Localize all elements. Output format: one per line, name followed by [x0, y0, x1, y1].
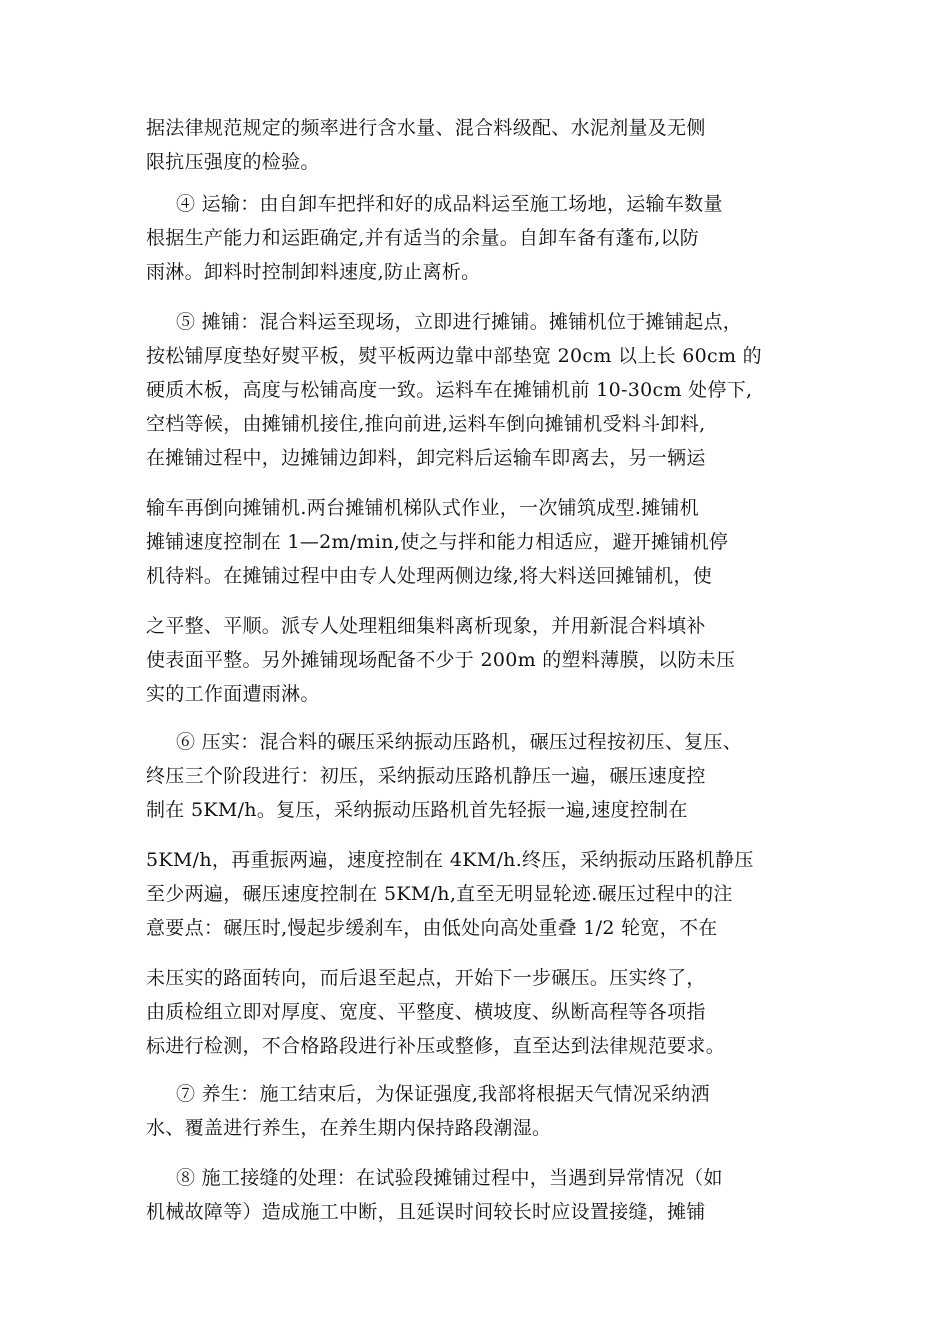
text-line: 至少两遍，碾压速度控制在 5KM/h,直至无明显轮迹.碾压过程中的注: [146, 883, 733, 905]
paragraph-paving: ⑤ 摊铺：混合料运至现场，立即进行摊铺。摊铺机位于摊铺起点，: [176, 311, 743, 333]
text-line: 机待料。在摊铺过程中由专人处理两侧边缘,将大料送回摊铺机，使: [146, 565, 713, 587]
paragraph-transport: ④ 运输：由自卸车把拌和好的成品料运至施工场地，运输车数量: [176, 193, 723, 215]
text-line: 根据生产能力和运距确定,并有适当的余量。自卸车备有蓬布,以防: [146, 227, 700, 249]
text-line: 之平整、平顺。派专人处理粗细集料离析现象，并用新混合料填补: [146, 615, 706, 637]
text-line: 意要点：碾压时,慢起步缓刹车，由低处向高处重叠 1/2 轮宽，不在: [146, 917, 718, 939]
text-line: 硬质木板，高度与松铺高度一致。运料车在摊铺机前 10-30cm 处停下,: [146, 379, 753, 401]
text-line: 输车再倒向摊铺机.两台摊铺机梯队式作业，一次铺筑成型.摊铺机: [146, 497, 700, 519]
text-line: 实的工作面遭雨淋。: [146, 683, 320, 705]
text-line: 在摊铺过程中，边摊铺边卸料，卸完料后运输车即离去，另一辆运: [146, 447, 706, 469]
text-line: 5KM/h，再重振两遍，速度控制在 4KM/h.终压，采纳振动压路机静压: [146, 849, 754, 871]
text-line: 机械故障等）造成施工中断，且延误时间较长时应设置接缝，摊铺: [146, 1201, 706, 1223]
text-line: 终压三个阶段进行：初压，采纳振动压路机静压一遍，碾压速度控: [146, 765, 706, 787]
text-line: 使表面平整。另外摊铺现场配备不少于 200m 的塑料薄膜，以防未压: [146, 649, 736, 671]
text-line: 限抗压强度的检验。: [146, 151, 320, 173]
text-line: 制在 5KM/h。复压，采纳振动压路机首先轻振一遍,速度控制在: [146, 799, 688, 821]
text-line: 空档等候，由摊铺机接住,推向前进,运料车倒向摊铺机受料斗卸料,: [146, 413, 706, 435]
text-line: 雨淋。卸料时控制卸料速度,防止离析。: [146, 261, 481, 283]
text-line: 未压实的路面转向，而后退至起点，开始下一步碾压。压实终了，: [146, 967, 706, 989]
text-line: 按松铺厚度垫好熨平板，熨平板两边靠中部垫宽 20cm 以上长 60cm 的: [146, 345, 762, 367]
text-line: 据法律规范规定的频率进行含水量、混合料级配、水泥剂量及无侧: [146, 117, 706, 139]
paragraph-joint: ⑧ 施工接缝的处理：在试验段摊铺过程中，当遇到异常情况（如: [176, 1167, 723, 1189]
text-line: 摊铺速度控制在 1—2m/min,使之与拌和能力相适应，避开摊铺机停: [146, 531, 729, 553]
text-line: 水、覆盖进行养生，在养生期内保持路段潮湿。: [146, 1117, 552, 1139]
paragraph-curing: ⑦ 养生：施工结束后，为保证强度,我部将根据天气情况采纳洒: [176, 1083, 710, 1105]
text-line: 标进行检测，不合格路段进行补压或整修，直至达到法律规范要求。: [146, 1035, 726, 1057]
paragraph-compaction: ⑥ 压实：混合料的碾压采纳振动压路机，碾压过程按初压、复压、: [176, 731, 743, 753]
text-line: 由质检组立即对厚度、宽度、平整度、横坡度、纵断高程等各项指: [146, 1001, 706, 1023]
